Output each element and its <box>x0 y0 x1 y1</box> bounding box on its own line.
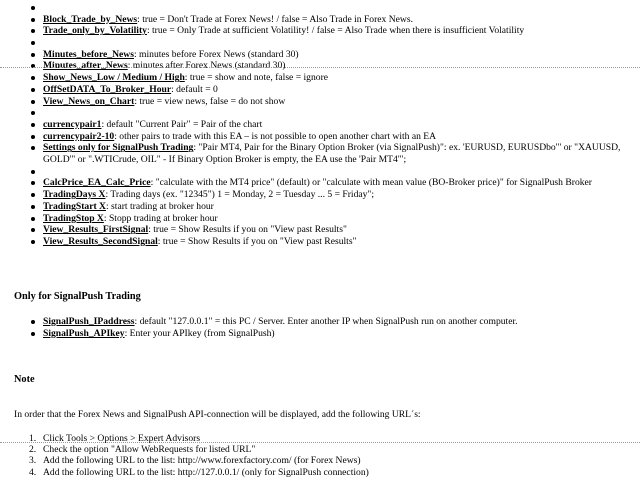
page-divider <box>0 67 640 68</box>
setting-minutes-after-news: Minutes_after_News: minutes after Forex News (standard 30) <box>29 60 634 72</box>
setting-calcprice: CalcPrice_EA_Calc_Price: "calculate with the MT4 price" (default) or "calculate with mean value (BO-Broker price)" for SignalPush Broker <box>29 177 634 189</box>
settings-list-1 <box>29 2 634 248</box>
setting-signalpush-apikey: SignalPush_APIkey: Enter your APIkey (from SignalPush) <box>29 328 634 340</box>
empty-bullet <box>29 37 634 49</box>
note-steps <box>29 433 629 478</box>
setting-block-trade-by-news: Block_Trade_by_News: true = Don't Trade at Forex News! / false = Also Trade in Forex News. <box>29 14 634 26</box>
setting-view-results-first: View_Results_FirstSignal: true = Show Results if you on "View past Results" <box>29 224 634 236</box>
setting-trading-stop: TradingStop X: Stopp trading at broker hour <box>29 213 634 225</box>
heading-signalpush: Only for SignalPush Trading <box>14 291 141 302</box>
note-step: 3. Add the following URL to the list: http://www.forexfactory.com/ (for Forex News) <box>29 455 361 467</box>
setting-view-results-second: View_Results_SecondSignal: true = Show Results if you on "View past Results" <box>29 236 634 248</box>
empty-bullet <box>29 107 634 119</box>
setting-currencypair1: currencypair1: default "Current Pair" = Pair of the chart <box>29 119 634 131</box>
setting-trade-only-by-volatility: Trade_only_by_Volatility: true = Only Trade at sufficient Volatility! / false = Also Trade when there is insufficient Volatility <box>29 25 634 37</box>
setting-view-news-on-chart: View_News_on_Chart: true = view news, false = do not show <box>29 96 634 108</box>
setting-signalpush-ipaddress: SignalPush_IPaddress: default "127.0.0.1" = this PC / Server. Enter another IP when SignalPush run on another computer. <box>29 316 634 328</box>
setting-signalpush-trading: Settings only for SignalPush Trading: "Pair MT4, Pair for the Binary Option Broker (via SignalPush)": ex. 'EURUSD, EURUSDbo'" or "XAUUSD, GOLD'" or ".WTICrude, OIL" - If Binary Option Broker is empty, the EA use the 'Pair MT4'"; <box>29 142 634 165</box>
signalpush-list <box>29 316 634 339</box>
note-step: 2. Check the option "Allow WebRequests for listed URL" <box>29 444 256 456</box>
note-paragraph: In order that the Forex News and SignalPush API-connection will be displayed, add the following URL´s: <box>14 409 421 420</box>
note-step: 4. Add the following URL to the list: http://127.0.0.1/ (only for SignalPush connection) <box>29 466 369 478</box>
setting-minutes-before-news: Minutes_before_News: minutes before Forex News (standard 30) <box>29 49 634 61</box>
setting-offset-data-broker-hour: OffSetDATA_To_Broker_Hour: default = 0 <box>29 84 634 96</box>
setting-trading-start: TradingStart X: start trading at broker hour <box>29 201 634 213</box>
empty-bullet <box>29 166 634 178</box>
setting-show-news-levels: Show_News_Low / Medium / High: true = show and note, false = ignore <box>29 72 634 84</box>
empty-bullet <box>29 2 634 14</box>
setting-currencypair2-10: currencypair2-10: other pairs to trade with this EA – is not possible to open another chart with an EA <box>29 131 634 143</box>
heading-note: Note <box>14 374 35 385</box>
setting-trading-days: TradingDays X: Trading days (ex. "12345") 1 = Monday, 2 = Tuesday ... 5 = Friday"; <box>29 189 634 201</box>
note-step: 1. Click Tools > Options > Expert Advisors <box>29 433 201 444</box>
